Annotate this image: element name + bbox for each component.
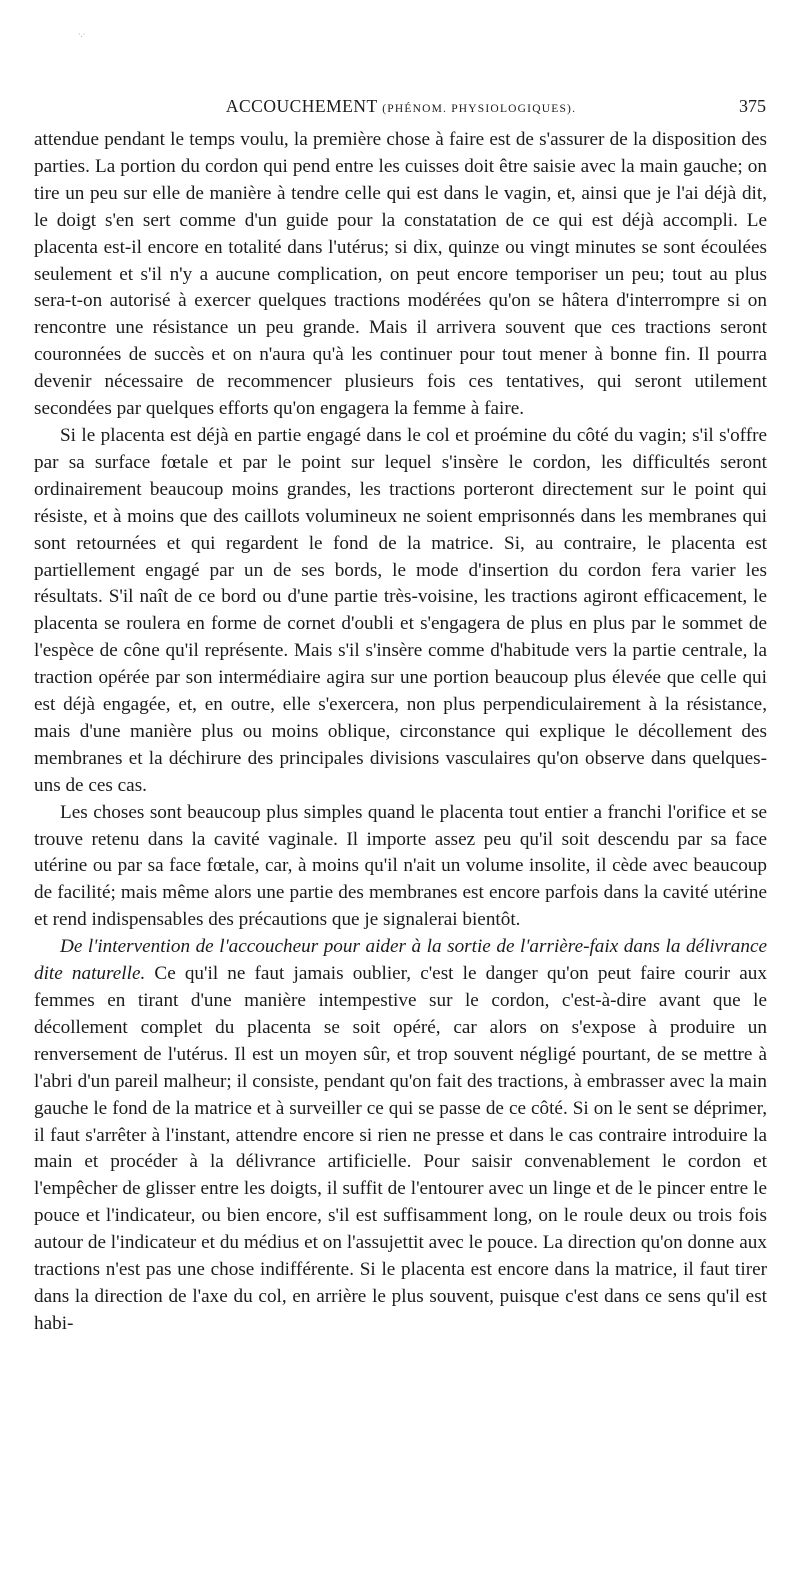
scan-speck: ·.·	[78, 30, 86, 39]
paragraph-3: Les choses sont beaucoup plus simples quand le placenta tout entier a franchi l'orifice et se trouve retenu dans la cavité vaginale. Il importe assez peu qu'il soit descendu par sa face utérine ou par sa face fœtale, car, à moins qu'il n'ait un volume insolite, il cède avec beaucoup de facilité; mais même alors une partie des membranes est encore parfois dans la cavité utérine et rend indispensables des précautions que je signalerai bientôt.	[34, 801, 767, 931]
paragraph-2: Si le placenta est déjà en partie engagé dans le col et proémine du côté du vagin; s'il s'offre par sa surface fœtale et par le point sur lequel s'insère le cordon, les difficultés seront ordinairement beaucoup moins grandes, les tractions porteront directement sur le point qui résiste, et à moins que des caillots volumineux ne soient emprisonnés dans les membranes qui sont retournées et qui regardent le fond de la matrice. Si, au contraire, le placenta est partiellement engagé par un de ses bords, le mode d'insertion du cordon fera varier les résultats. S'il naît de ce bord ou d'une partie très-voisine, les tractions agiront efficacement, le placenta se roulera en forme de cornet d'oubli et s'engagera de plus en plus par le sommet de l'espèce de cône qu'il représente. Mais s'il s'insère comme d'habitude vers la partie centrale, la traction opérée par son intermédiaire agira sur une portion beaucoup plus élevée que celle qui est déjà engagée, et, en outre, elle s'exercera, non plus perpendiculairement à la résistance, mais d'une manière plus ou moins oblique, circonstance qui explique le décollement des membranes et la déchirure des principales divisions vasculaires qu'on observe dans quelques-uns de ces cas.	[34, 424, 767, 796]
paragraph-4-text: Ce qu'il ne faut jamais oublier, c'est le danger qu'on peut faire courir aux femmes en tirant d'une manière intempestive sur le cordon, c'est-à-dire avant que le décollement complet du placenta se soit opéré, car alors on s'expose à produire un renversement de l'utérus. Il est un moyen sûr, et trop souvent négligé pourtant, de se mettre à l'abri d'un pareil malheur; il consiste, pendant qu'on fait des tractions, à embrasser avec la main gauche le fond de la matrice et à surveiller ce qui se passe de ce côté. Si on le sent se déprimer, il faut s'arrêter à l'instant, attendre encore si rien ne presse et dans le cas contraire introduire la main et procéder à la délivrance artificielle. Pour saisir convenablement le cordon et l'empêcher de glisser entre les doigts, il suffit de l'entourer avec un linge et de le pincer entre le pouce et l'indicateur, ou bien encore, s'il est suffisamment long, on le roule deux ou trois fois autour de l'indicateur et du médius et on l'assujettit avec le pouce. La direction qu'on donne aux tractions n'est pas une chose indifférente. Si le placenta est encore dans la matrice, il faut tirer dans la direction de l'axe du col, en arrière le plus souvent, puisque c'est dans ce sens qu'il est habi-	[34, 963, 767, 1334]
page-header	[36, 96, 766, 122]
running-head-subtitle: (PHÉNOM. PHYSIOLOGIQUES).	[382, 103, 577, 115]
section-heading-italic: De l'intervention de l'accoucheur pour aider à la sortie de l'arrière-faix dans la délivrance dite naturelle.	[34, 936, 767, 985]
paragraph-4	[34, 934, 767, 1338]
running-head-title: ACCOUCHEMENT	[225, 96, 378, 116]
page-number: 375	[739, 96, 766, 116]
paragraph-1: attendue pendant le temps voulu, la première chose à faire est de s'assurer de la disposition des parties. La portion du cordon qui pend entre les cuisses doit être saisie avec la main gauche; on tire un peu sur elle de manière à tendre celle qui est dans le vagin, et, ainsi que je l'ai déjà dit, le doigt s'en sert comme d'un guide pour la constatation de ce qui est déjà accompli. Le placenta est-il encore en totalité dans l'utérus; si dix, quinze ou vingt minutes se sont écoulées seulement et s'il n'y a aucune complication, on peut encore temporiser un peu; tout au plus sera-t-on autorisé à exercer quelques tractions modérées qu'on se hâtera d'interrompre si on rencontre une résistance un peu grande. Mais il arrivera souvent que ces tractions seront couronnées de succès et on n'aura qu'à les continuer pour tout mener à bonne fin. Il pourra devenir nécessaire de recommencer plusieurs fois ces tentatives, qui seront utilement secondées par quelques efforts qu'on engagera la femme à faire.	[34, 129, 767, 420]
running-head	[36, 96, 766, 117]
body-text	[34, 127, 767, 1338]
